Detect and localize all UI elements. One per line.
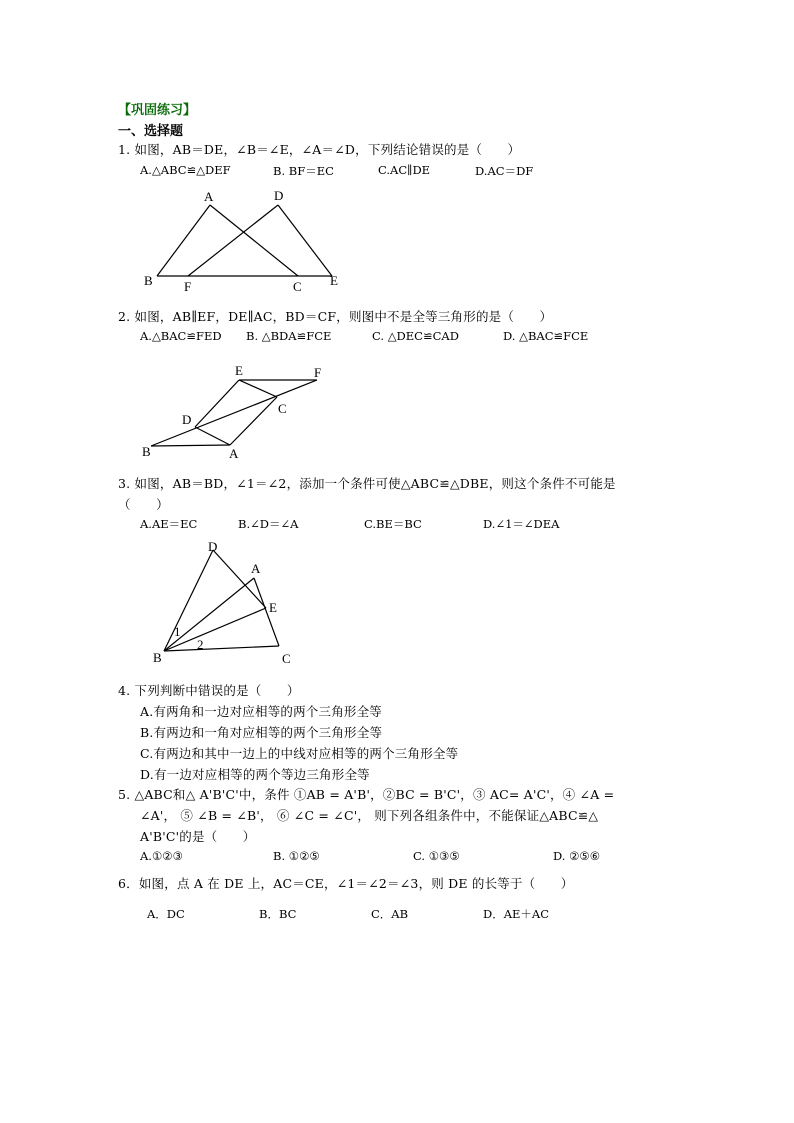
- q1-label-f: F: [184, 279, 192, 294]
- q1-option-a: A.△ABC≌△DEF: [140, 163, 231, 177]
- q2-figure: [140, 360, 340, 460]
- q5-option-d: D. ②⑤⑥: [553, 849, 601, 863]
- q2-label-e: E: [235, 363, 243, 378]
- q3-label-d: D: [208, 539, 218, 554]
- q2-line-fb: [151, 380, 317, 446]
- q2-label-c: C: [278, 401, 287, 416]
- q4-option-c: C.有两边和其中一边上的中线对应相等的两个三角形全等: [140, 746, 459, 761]
- q3-option-c: C.BE＝BC: [364, 517, 422, 531]
- q3-option-b: B.∠D＝∠A: [238, 517, 299, 531]
- q2-option-d: D. △BAC≌FCE: [503, 329, 589, 343]
- q3-stem: 3. 如图，AB＝BD，∠1＝∠2，添加一个条件可使△ABC≌△DBE，则这个条件不可能是: [118, 476, 616, 491]
- q3-line-de: [213, 550, 266, 608]
- q2-option-a: A.△BAC≌FED: [140, 329, 222, 343]
- q2-stem: 2. 如图，AB∥EF，DE∥AC，BD＝CF，则图中不是全等三角形的是（ ）: [118, 309, 553, 324]
- q6-stem: 6．如图，点 A 在 DE 上，AC＝CE，∠1＝∠2＝∠3，则 DE 的长等于（ ）: [118, 876, 574, 891]
- q5-line-1: 5. △ABC和△ A'B'C'中，条件 ①AB = A'B'，②BC = B'C'，③ AC= A'C'，④ ∠A =: [118, 787, 615, 802]
- q3-option-a: A.AE＝EC: [140, 517, 198, 531]
- q5-line-3: A'B'C'的是（ ）: [140, 829, 256, 844]
- q1-label-d: D: [274, 188, 284, 203]
- q2-line-da: [195, 427, 230, 445]
- q3-label-e: E: [269, 600, 277, 615]
- q5-line-2: ∠A'， ⑤ ∠B = ∠B'， ⑥ ∠C = ∠C'， 则下列各组条件中，不能保证△ABC≌△: [140, 808, 599, 823]
- q3-line-bc: [164, 646, 279, 651]
- q2-line-ca: [230, 397, 277, 445]
- q2-line-ec: [239, 380, 277, 397]
- q3-stem-blank: （ ）: [118, 497, 169, 512]
- q1-label-c: C: [293, 279, 302, 294]
- q1-option-d: D.AC＝DF: [475, 164, 534, 178]
- q4-option-b: B.有两边和一角对应相等的两个三角形全等: [140, 725, 383, 740]
- q1-label-a: A: [204, 189, 214, 204]
- part-title: 一、选择题: [118, 124, 184, 139]
- q1-label-b: B: [144, 273, 153, 288]
- q1-stem: 1. 如图，AB＝DE，∠B＝∠E，∠A＝∠D，下列结论错误的是（ ）: [118, 142, 521, 157]
- q6-option-a: A．DC: [147, 907, 185, 921]
- q3-label-c: C: [282, 651, 291, 666]
- q2-option-b: B. △BDA≌FCE: [246, 329, 332, 343]
- q4-option-d: D.有一边对应相等的两个等边三角形全等: [140, 767, 370, 782]
- q4-stem: 4. 下列判断中错误的是（ ）: [118, 683, 300, 698]
- q3-figure: [145, 535, 305, 670]
- q1-label-e: E: [330, 273, 338, 288]
- q2-label-f: F: [314, 365, 322, 380]
- q3-label-angle-1: 1: [174, 624, 181, 639]
- q2-option-c: C. △DEC≌CAD: [372, 329, 459, 343]
- q1-line-de: [278, 205, 332, 276]
- q3-line-bd: [164, 550, 213, 651]
- q6-option-d: D．AE＋AC: [483, 907, 550, 921]
- q3-label-a: A: [251, 561, 261, 576]
- q3-label-angle-2: 2: [197, 637, 204, 652]
- q3-line-ba: [164, 578, 254, 651]
- q1-option-b: B. BF＝EC: [273, 164, 334, 178]
- q5-option-c: C. ①③⑤: [413, 849, 460, 863]
- q4-option-a: A.有两角和一边对应相等的两个三角形全等: [140, 704, 383, 719]
- q1-figure: [140, 185, 350, 295]
- q5-option-b: B. ①②⑤: [273, 849, 320, 863]
- q2-label-d: D: [182, 412, 192, 427]
- section-title: 【巩固练习】: [118, 103, 197, 118]
- q3-label-b: B: [153, 650, 162, 665]
- q3-option-d: D.∠1＝∠DEA: [483, 517, 560, 531]
- q6-option-b: B．BC: [259, 907, 297, 921]
- q1-line-ac: [210, 205, 298, 276]
- q2-line-ba: [151, 445, 230, 446]
- q2-label-a: A: [229, 446, 239, 460]
- q1-option-c: C.AC∥DE: [378, 163, 431, 177]
- q5-option-a: A.①②③: [140, 849, 183, 863]
- q2-label-b: B: [142, 444, 151, 459]
- q6-option-c: C．AB: [371, 907, 409, 921]
